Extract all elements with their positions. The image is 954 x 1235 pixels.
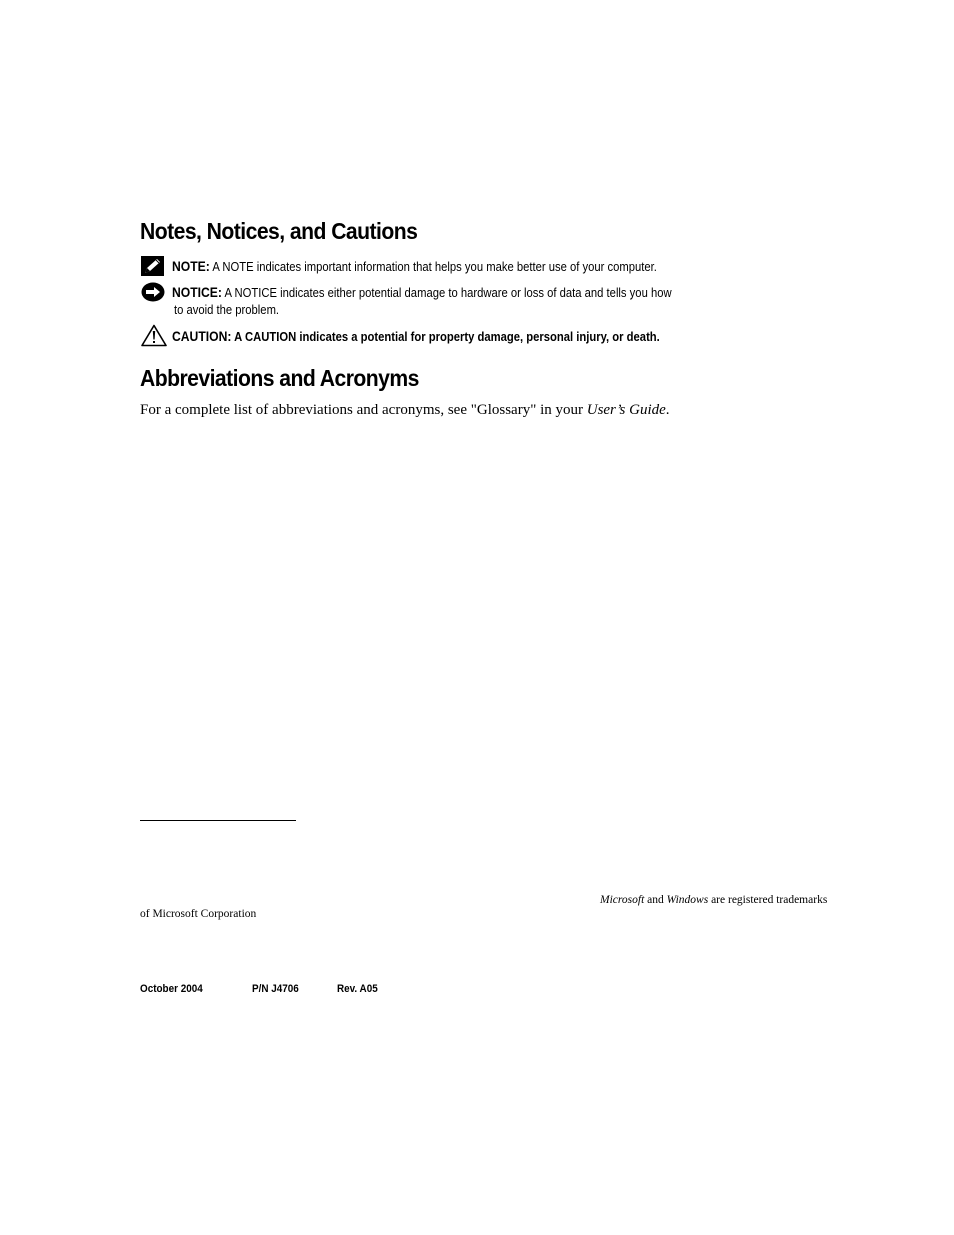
trademark-and: and: [644, 894, 667, 906]
notice-label: NOTICE:: [172, 285, 222, 300]
trademark-line-2: of Microsoft Corporation: [140, 908, 257, 920]
arrow-notice-icon: [141, 282, 165, 302]
warning-triangle-icon: [141, 324, 167, 347]
abbreviations-text-before: For a complete list of abbreviations and acronyms, see "Glossary" in your: [140, 402, 587, 418]
pencil-note-icon: [141, 256, 164, 276]
note-text: A NOTE indicates important information that helps you make better use of your computer.: [212, 260, 657, 274]
notice-line: [172, 285, 672, 300]
note-label: NOTE:: [172, 259, 210, 274]
notice-text: A NOTICE indicates either potential damage to hardware or loss of data and tells you how: [224, 286, 672, 300]
abbreviations-text: [140, 402, 670, 419]
trademark-windows: Windows: [666, 894, 709, 906]
trademark-rest: are registered trademarks: [708, 894, 828, 906]
caution-label: CAUTION:: [172, 329, 232, 344]
abbreviations-heading: Abbreviations and Acronyms: [140, 365, 419, 391]
note-line: [172, 259, 657, 274]
caution-text: A CAUTION indicates a potential for property damage, personal injury, or death.: [234, 330, 660, 344]
users-guide-title: User’s Guide: [586, 402, 666, 418]
abbreviations-text-after: .: [665, 402, 670, 418]
footnote-rule: [140, 820, 296, 821]
caution-line: [172, 329, 660, 344]
footer-part-number: P/N J4706: [252, 983, 299, 995]
footer-revision: Rev. A05: [337, 983, 378, 995]
notice-line-2: to avoid the problem.: [174, 303, 280, 317]
trademark-line-1: [600, 894, 827, 906]
notes-heading: Notes, Notices, and Cautions: [140, 218, 418, 244]
footer-date: October 2004: [140, 983, 203, 995]
trademark-microsoft: Microsoft: [600, 894, 645, 906]
